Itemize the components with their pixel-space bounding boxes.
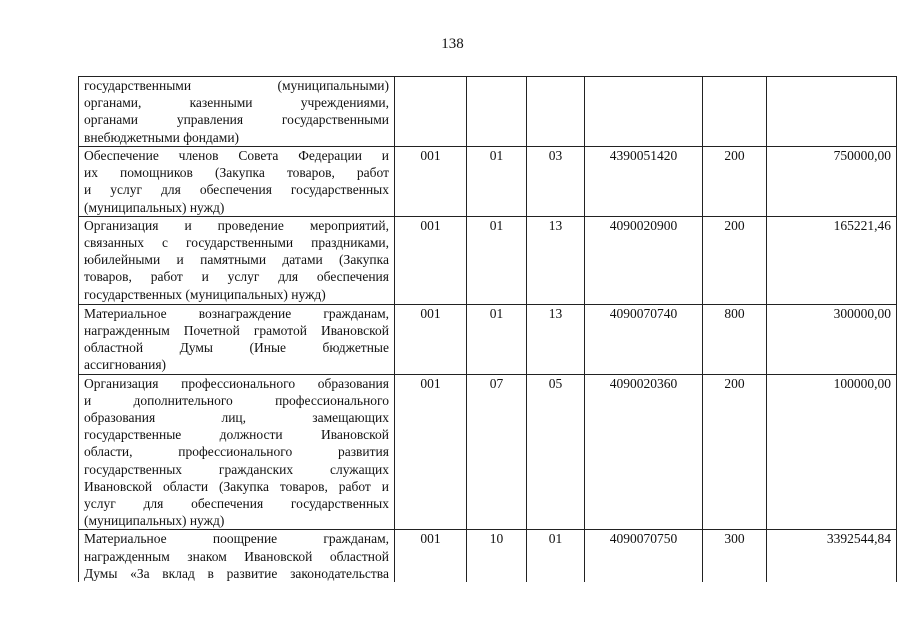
target-article-code: 4090070750 <box>585 530 703 582</box>
subsection-code: 13 <box>527 304 585 374</box>
amount-value: 100000,00 <box>767 374 897 530</box>
description-line: области, профессионального развития <box>84 444 389 460</box>
target-article-code: 4090070740 <box>585 304 703 374</box>
description-line: Материальное вознаграждение гражданам, <box>84 305 389 321</box>
description-line: Думы «За вклад в развитие законодательства <box>84 565 389 581</box>
target-article-code: 4090020900 <box>585 216 703 304</box>
amount-value: 750000,00 <box>767 147 897 217</box>
expense-description <box>79 77 395 147</box>
ministry-code: 001 <box>395 530 467 582</box>
table-row <box>79 77 897 147</box>
description-line: товаров, работ и услуг для обеспечения <box>84 269 389 285</box>
description-line: органами управления государственными <box>84 112 389 128</box>
description-line: услуг для обеспечения государственных <box>84 496 389 512</box>
description-line: (муниципальных) нужд) <box>84 513 225 529</box>
ministry-code: 001 <box>395 147 467 217</box>
section-code: 01 <box>467 216 527 304</box>
subsection-code: 05 <box>527 374 585 530</box>
table-row <box>79 374 897 530</box>
table-row <box>79 304 897 374</box>
ministry-code <box>395 77 467 147</box>
ministry-code: 001 <box>395 374 467 530</box>
amount-value: 165221,46 <box>767 216 897 304</box>
expense-type-code: 800 <box>703 304 767 374</box>
description-line: ассигнования) <box>84 357 167 373</box>
description-line: Ивановской области (Закупка товаров, работ и <box>84 478 389 494</box>
description-line: награжденным Почетной грамотой Ивановской <box>84 323 389 339</box>
amount-value: 300000,00 <box>767 304 897 374</box>
section-code: 01 <box>467 147 527 217</box>
expense-type-code: 200 <box>703 216 767 304</box>
description-line: государственными (муниципальными) <box>84 78 389 93</box>
description-line: областной Думы (Иные бюджетные <box>84 340 389 356</box>
description-line: образования лиц, замещающих <box>84 410 389 426</box>
description-line: государственных гражданских служащих <box>84 461 389 477</box>
description-line: государственные должности Ивановской <box>84 427 389 443</box>
description-line: их помощников (Закупка товаров, работ <box>84 165 389 181</box>
page-number: 138 <box>441 36 464 52</box>
description-line: и дополнительного профессионального <box>84 392 389 408</box>
description-line: и услуг для обеспечения государственных <box>84 182 389 198</box>
description-line: Организация и проведение мероприятий, <box>84 217 389 233</box>
table-row <box>79 216 897 304</box>
section-code: 01 <box>467 304 527 374</box>
subsection-code: 03 <box>527 147 585 217</box>
amount-value <box>767 77 897 147</box>
description-line: Организация профессионального образования <box>84 375 389 391</box>
amount-value: 3392544,84 <box>767 530 897 582</box>
table-row <box>79 147 897 217</box>
table-row <box>79 530 897 582</box>
description-line: связанных с государственными праздниками, <box>84 235 389 251</box>
section-code <box>467 77 527 147</box>
subsection-code: 01 <box>527 530 585 582</box>
description-line: награжденным знаком Ивановской областной <box>84 548 389 564</box>
section-code: 07 <box>467 374 527 530</box>
ministry-code: 001 <box>395 304 467 374</box>
target-article-code: 4090020360 <box>585 374 703 530</box>
expense-type-code <box>703 77 767 147</box>
target-article-code <box>585 77 703 147</box>
expense-description <box>79 147 395 217</box>
budget-table <box>78 76 897 582</box>
expense-description <box>79 374 395 530</box>
description-line: Обеспечение членов Совета Федерации и <box>84 148 389 163</box>
subsection-code: 13 <box>527 216 585 304</box>
expense-description <box>79 216 395 304</box>
description-line: внебюджетными фондами) <box>84 129 240 145</box>
ministry-code: 001 <box>395 216 467 304</box>
description-line: органами, казенными учреждениями, <box>84 95 389 111</box>
description-line: (муниципальных) нужд) <box>84 199 225 215</box>
expense-type-code: 300 <box>703 530 767 582</box>
section-code: 10 <box>467 530 527 582</box>
expense-type-code: 200 <box>703 374 767 530</box>
expense-description <box>79 530 395 582</box>
description-line: государственных (муниципальных) нужд) <box>84 286 326 302</box>
description-line: Материальное поощрение гражданам, <box>84 531 389 547</box>
expense-type-code: 200 <box>703 147 767 217</box>
subsection-code <box>527 77 585 147</box>
description-line: юбилейными и памятными датами (Закупка <box>84 252 389 268</box>
expense-description <box>79 304 395 374</box>
target-article-code: 4390051420 <box>585 147 703 217</box>
